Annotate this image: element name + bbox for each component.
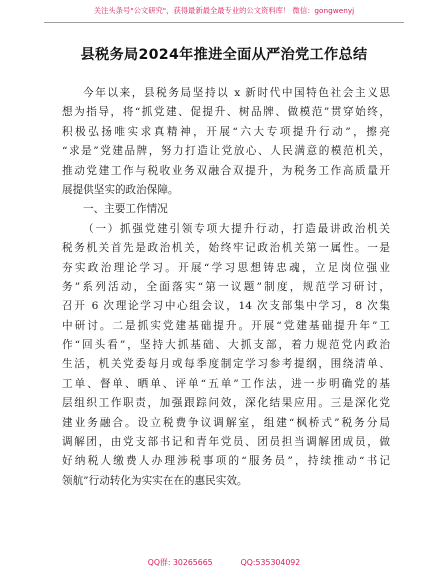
body-line: 中研讨。二是抓实党建基础提升。开展“党建基础提升年”工 bbox=[62, 319, 390, 332]
body-line: 作“回头看”，坚持大抓基础、大抓支部，着力规范党内政治 bbox=[62, 339, 390, 352]
body-line: 税务机关首先是政治机关，始终牢记政治机关第一属性。一是 bbox=[62, 242, 390, 255]
document-body bbox=[62, 84, 390, 491]
body-line: 好纳税人缴费人办理涉税事项的“服务员”，持续推动“书记 bbox=[62, 455, 390, 468]
header-note: 关注头条号"公文研究"，获得最新最全最专业的公文资料库！ 微信：gongwenyj bbox=[93, 6, 355, 15]
body-line: 展提供坚实的政治保障。 bbox=[62, 183, 179, 196]
body-line: 层组织工作职责，加强跟踪问效，深化结果应用。三是深化党 bbox=[62, 397, 390, 410]
footer-qq: QQ:535304092 bbox=[240, 558, 301, 567]
document-title: 县税务局2024年推进全面从严治党工作总结 bbox=[80, 47, 368, 63]
body-line: 建业务融合。设立税费争议调解室，组建“枫桥式”税务分局 bbox=[62, 416, 390, 429]
body-line: 务”系列活动，全面落实“第一议题”制度，规范学习研讨， bbox=[62, 280, 390, 293]
body-line: 工单、督单、晒单、评单“五单”工作法，进一步明确党的基 bbox=[62, 377, 390, 390]
body-line: 想为指导，将“抓党建、促提升、树品牌、做模范”贯穿始终， bbox=[62, 106, 390, 119]
body-line: 调解团，由党支部书记和青年党员、团员担当调解团成员，做 bbox=[62, 436, 390, 449]
body-line: 积极弘扬唯实求真精神，开展“六大专项提升行动”，擦亮 bbox=[62, 125, 390, 138]
body-line: 今年以来，县税务局坚持以 x 新时代中国特色社会主义思 bbox=[83, 87, 390, 99]
footer-contact bbox=[0, 557, 448, 568]
header-divider bbox=[44, 22, 404, 23]
section-heading: 一、主要工作情况 bbox=[83, 203, 168, 216]
footer-qq-group: QQ群: 30265665 bbox=[147, 558, 213, 567]
body-line: 生活，机关党委每月或每季度制定学习参考提纲，围绕清单、 bbox=[62, 358, 390, 371]
subsection-heading: （一）抓强党建引领专项大提升行动，打造最讲政治机关 bbox=[83, 222, 390, 235]
body-line: 推动党建工作与税收业务双融合双提升，为税务工作高质量开 bbox=[62, 164, 390, 177]
body-line: 领航”行动转化为实实在在的惠民实效。 bbox=[62, 474, 248, 487]
body-line: “求是”党建品牌，努力打造让党放心、人民满意的模范机关， bbox=[62, 145, 390, 158]
body-line: 夯实政治理论学习。开展“学习思想铸忠魂，立足岗位强业 bbox=[62, 261, 390, 274]
body-line: 召开 6 次理论学习中心组会议，14 次支部集中学习，8 次集 bbox=[62, 300, 390, 313]
